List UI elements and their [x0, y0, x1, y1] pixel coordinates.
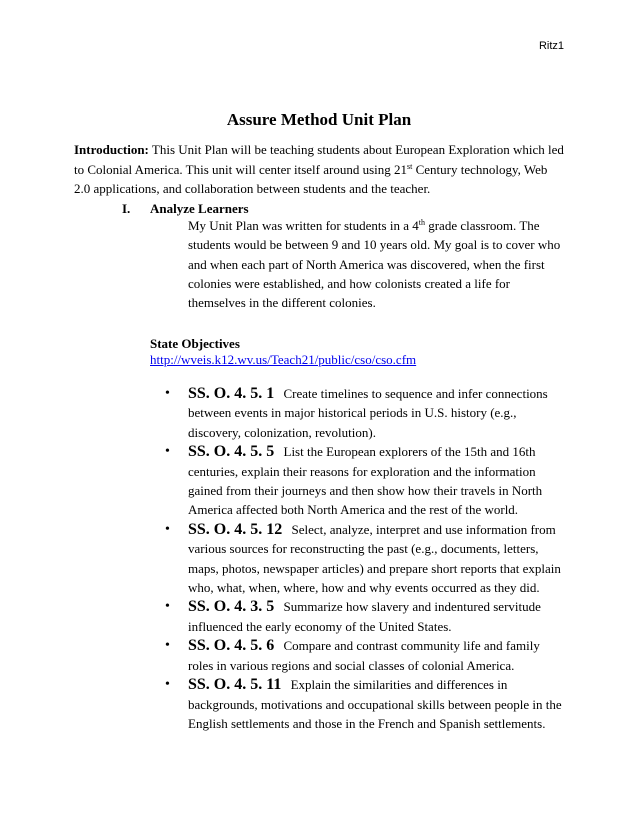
- objectives-link[interactable]: http://wveis.k12.wv.us/Teach21/public/cso/cso.cfm: [150, 352, 417, 367]
- bullet-icon: •: [165, 386, 170, 401]
- bullet-icon: •: [165, 521, 170, 537]
- objective-item: [165, 636, 565, 675]
- document-title: Assure Method Unit Plan: [226, 110, 412, 129]
- objective-item: [165, 520, 565, 598]
- objective-item: [165, 675, 565, 733]
- objective-code: SS. O. 4. 5. 6: [188, 637, 275, 655]
- bullet-icon: •: [165, 638, 170, 654]
- objective-text: Create timelines to sequence and infer connections between events in major historical periods in U.S. history (e.g., discovery, colonization, revolution).: [188, 386, 548, 440]
- introduction-text-2: Century technology, Web 2.0 applications, and collaboration between students and the teacher.: [74, 161, 548, 196]
- analyze-learners-paragraph: [188, 216, 568, 312]
- objective-item: [165, 597, 565, 636]
- objective-code: SS. O. 4. 5. 1: [188, 385, 275, 402]
- objectives-heading: State Objectives: [150, 336, 240, 351]
- learners-superscript: th: [418, 218, 425, 227]
- introduction-label: Introduction:: [74, 142, 149, 157]
- objective-code: SS. O. 4. 5. 11: [188, 676, 282, 694]
- objectives-list: [165, 384, 565, 733]
- section-heading: Analyze Learners: [150, 201, 249, 216]
- bullet-icon: •: [165, 599, 170, 615]
- bullet-icon: •: [165, 677, 170, 693]
- section-numeral: I.: [122, 201, 131, 216]
- objective-item: [165, 384, 565, 442]
- objective-text: Select, analyze, interpret and use information from various sources for reconstructing the past (e.g., documents, letters, maps, photos, newspaper articles) and prepare short reports that explain who, what, when, where, how and why events occurred as they did.: [188, 521, 561, 596]
- introduction-paragraph: [74, 140, 564, 199]
- running-header: Ritz1: [538, 40, 564, 52]
- objective-text: Summarize how slavery and indentured servitude influenced the early economy of the United States.: [188, 599, 541, 634]
- learners-text-2: grade classroom. The students would be between 9 and 10 years old. My goal is to cover who and when each part of North America was discovered, when the first colonies were established, and how colonists created a life for themselves in the different colonies.: [188, 218, 561, 311]
- learners-text-1: My Unit Plan was written for students in a 4: [188, 218, 419, 233]
- bullet-icon: •: [165, 444, 170, 460]
- objective-code: SS. O. 4. 3. 5: [188, 598, 275, 616]
- objective-text: Compare and contrast community life and family roles in various regions and social classes of colonial America.: [188, 638, 540, 673]
- objective-code: SS. O. 4. 5. 5: [188, 443, 275, 461]
- introduction-text-1: This Unit Plan will be teaching students about European Exploration which led to Colonial America. This unit will center itself around using 21: [74, 142, 564, 177]
- objective-text: List the European explorers of the 15th and 16th centuries, explain their reasons for exploration and the information gained from their journeys and then show how their travels in North America affected both North America and the rest of the world.: [188, 444, 543, 518]
- objective-item: [165, 442, 565, 520]
- objective-code: SS. O. 4. 5. 12: [188, 520, 283, 538]
- introduction-superscript: st: [407, 161, 413, 171]
- objective-text: Explain the similarities and differences in backgrounds, motivations and occupational skills between people in the English settlements and those in the French and Spanish settlements.: [188, 677, 562, 731]
